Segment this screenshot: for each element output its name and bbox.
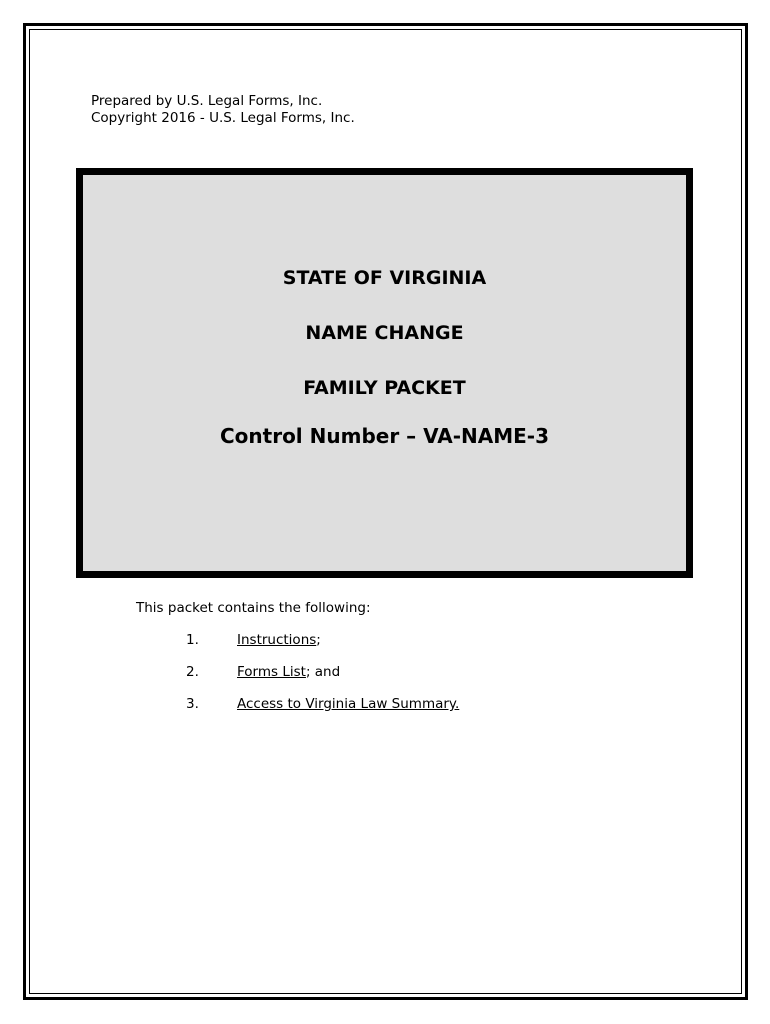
preparer-block xyxy=(91,93,355,127)
list-item-suffix: ; xyxy=(316,632,321,648)
state-title: STATE OF VIRGINIA xyxy=(282,267,487,289)
list-item xyxy=(186,696,459,712)
packet-title: FAMILY PACKET xyxy=(303,377,466,399)
title-box xyxy=(76,168,693,578)
instructions-link[interactable]: Instructions xyxy=(237,632,317,648)
forms-list-link[interactable]: Forms List xyxy=(237,664,306,680)
law-summary-link[interactable]: Access to Virginia Law Summary. xyxy=(237,696,460,712)
document-title: NAME CHANGE xyxy=(305,322,464,344)
list-item-suffix: ; and xyxy=(305,664,341,680)
copyright-text: Copyright 2016 - U.S. Legal Forms, Inc. xyxy=(91,110,355,126)
control-number: Control Number – VA-NAME-3 xyxy=(219,424,550,448)
list-item-number: 2. xyxy=(186,664,199,680)
list-item xyxy=(186,632,321,648)
list-item xyxy=(186,664,340,680)
list-item-number: 1. xyxy=(186,632,199,648)
prepared-by-text: Prepared by U.S. Legal Forms, Inc. xyxy=(91,93,323,109)
list-item-number: 3. xyxy=(186,696,199,712)
contents-intro: This packet contains the following: xyxy=(136,600,371,616)
